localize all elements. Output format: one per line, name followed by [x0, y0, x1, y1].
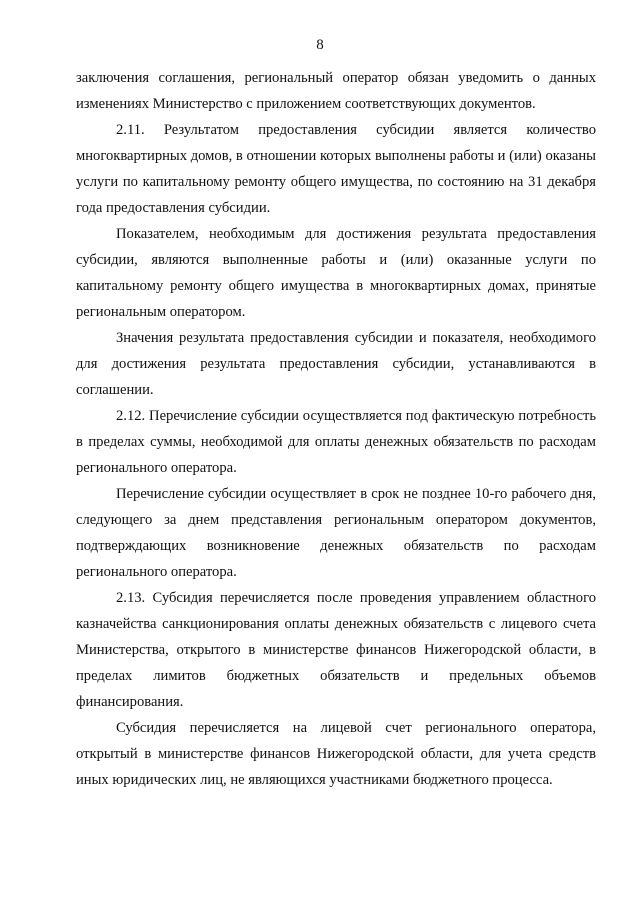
paragraph-transfer-deadline: Перечисление субсидии осуществляет в срок не позднее 10-го рабочего дня, следующего за днем представления региональным оператором документов, подтверждающих возникновение денежных обязательств по расходам регионального оператора. [76, 486, 596, 580]
paragraph-account: Субсидия перечисляется на лицевой счет регионального оператора, открытый в министерстве финансов Нижегородской области, для учета средств иных юридических лиц, не являющихся участниками бюджетного процесса. [76, 720, 596, 788]
paragraph-values: Значения результата предоставления субсидии и показателя, необходимого для достижения результата предоставления субсидии, устанавливаются в соглашении. [76, 330, 596, 398]
page-number: 8 [316, 37, 324, 53]
paragraph-continuation: заключения соглашения, региональный оператор обязан уведомить о данных изменениях Министерство с приложением соответствующих документов. [76, 70, 596, 112]
document-body [76, 65, 596, 793]
paragraph-2-11: 2.11. Результатом предоставления субсидии является количество многоквартирных домов, в отношении которых выполнены работы и (или) оказаны услуги по капитальному ремонту общего имущества, по состоянию на 31 декабря года предоставления субсидии. [76, 122, 596, 216]
paragraph-2-13: 2.13. Субсидия перечисляется после проведения управлением областного казначейства санкционирования оплаты денежных обязательств с лицевого счета Министерства, открытого в министерстве финансов Нижегородской области, в пределах лимитов бюджетных обязательств и предельных объемов финансирования. [76, 590, 596, 710]
paragraph-indicator: Показателем, необходимым для достижения результата предоставления субсидии, являются выполненные работы и (или) оказанные услуги по капитальному ремонту общего имущества в многоквартирных домах, принятые региональным оператором. [76, 226, 596, 320]
paragraph-2-12: 2.12. Перечисление субсидии осуществляется под фактическую потребность в пределах суммы, необходимой для оплаты денежных обязательств по расходам регионального оператора. [76, 408, 596, 476]
